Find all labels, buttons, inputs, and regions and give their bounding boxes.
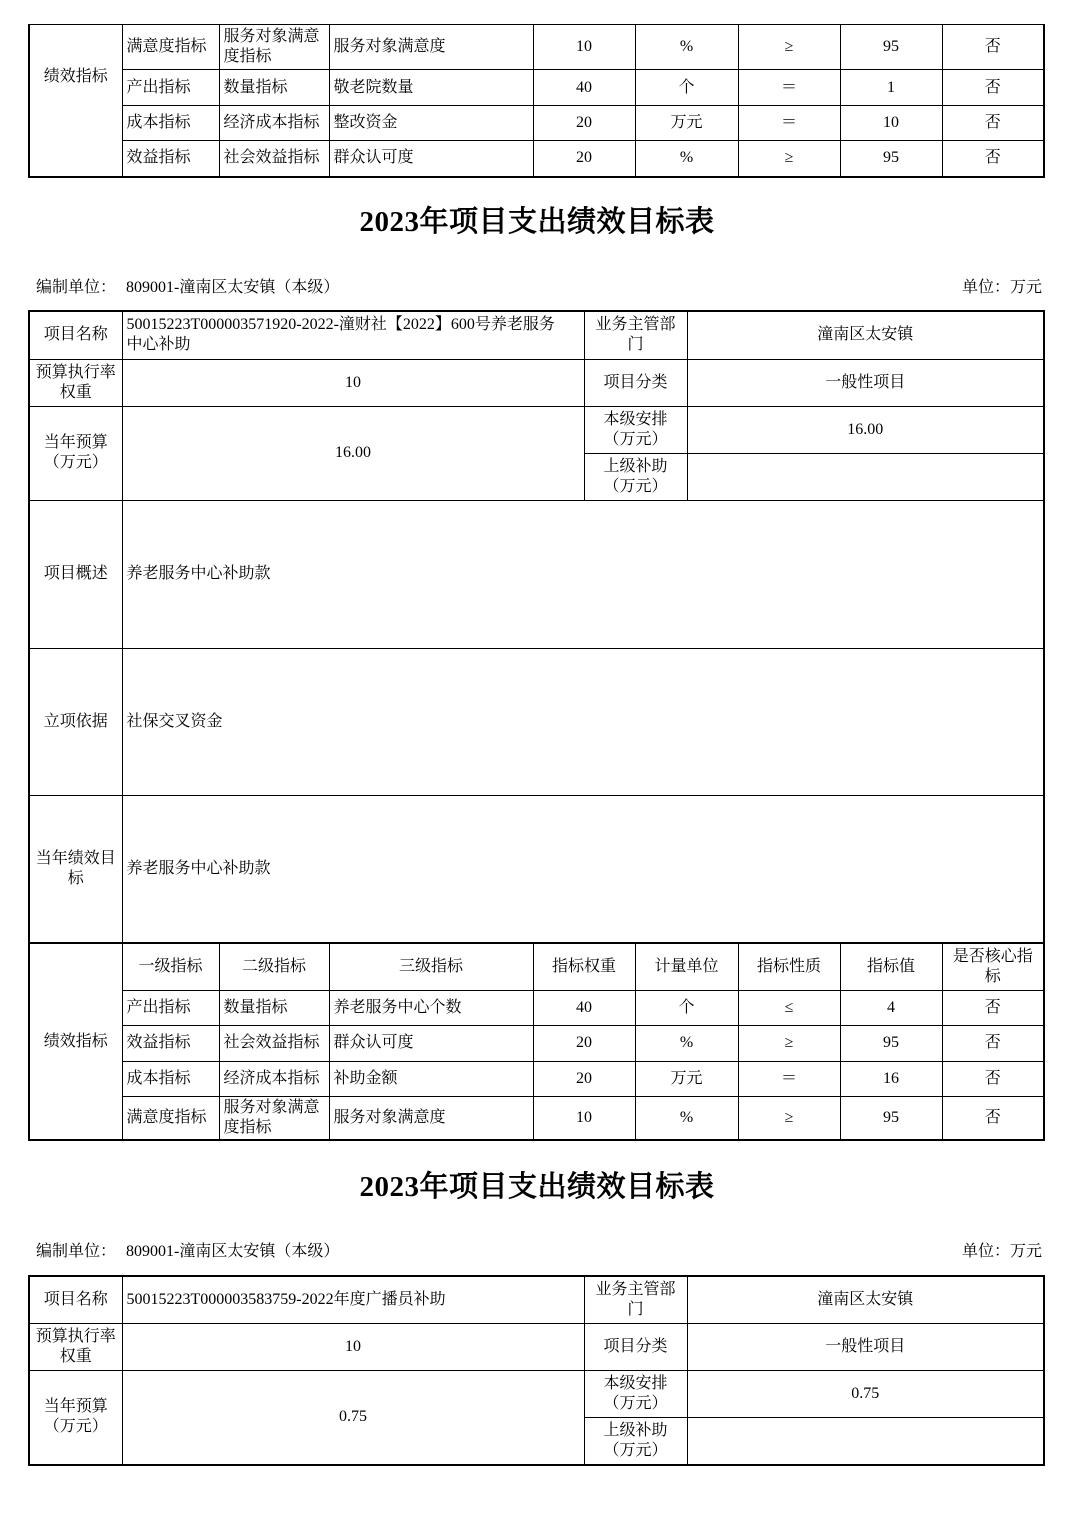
indicator-nature-cell: ＝ (738, 1061, 840, 1096)
overview-label: 项目概述 (29, 500, 122, 648)
level3-indicator-cell: 服务对象满意度 (329, 1096, 533, 1140)
level2-indicator-cell: 数量指标 (219, 990, 329, 1025)
level3-indicator-cell: 服务对象满意度 (329, 25, 533, 70)
indicator-row (29, 1025, 1044, 1061)
org-label: 编制单位： (36, 1243, 117, 1260)
indicator-nature-cell: ≥ (738, 1096, 840, 1140)
superior-subsidy-label: 上级补助（万元） (584, 1417, 687, 1465)
local-arrangement-value: 16.00 (687, 406, 1044, 453)
budget-total-value: 0.75 (122, 1370, 584, 1465)
header-level3: 三级指标 (329, 943, 533, 990)
measure-unit-cell: % (635, 1025, 738, 1061)
level2-indicator-cell: 数量指标 (219, 70, 329, 106)
measure-unit-cell: % (635, 25, 738, 70)
overview-row (29, 500, 1044, 648)
category-label: 项目分类 (584, 359, 687, 406)
core-indicator-cell: 否 (942, 70, 1044, 106)
category-label: 项目分类 (584, 1323, 687, 1370)
measure-unit-cell: 个 (635, 990, 738, 1025)
indicator-value-cell: 10 (840, 106, 942, 141)
basis-value: 社保交叉资金 (122, 648, 1044, 795)
performance-indicator-table (28, 942, 1045, 1141)
level1-indicator-cell: 产出指标 (122, 70, 219, 106)
category-value: 一般性项目 (687, 1323, 1044, 1370)
project-name-value: 50015223T000003583759-2022年度广播员补助 (122, 1276, 584, 1323)
indicator-row (29, 1061, 1044, 1096)
category-value: 一般性项目 (687, 359, 1044, 406)
level1-indicator-cell: 产出指标 (122, 990, 219, 1025)
indicator-weight-cell: 20 (533, 1025, 635, 1061)
level3-indicator-cell: 群众认可度 (329, 141, 533, 177)
budget-total-value: 16.00 (122, 406, 584, 500)
core-indicator-cell: 否 (942, 141, 1044, 177)
header-core: 是否核心指标 (942, 943, 1044, 990)
project-name-value: 50015223T000003571920-2022-潼财社【2022】600号养老服务中心补助 (122, 311, 584, 359)
superior-subsidy-value (687, 1417, 1044, 1465)
indicator-nature-cell: ≥ (738, 1025, 840, 1061)
measure-unit-cell: % (635, 141, 738, 177)
annual-goal-value: 养老服务中心补助款 (122, 795, 1044, 943)
indicator-weight-cell: 10 (533, 1096, 635, 1140)
indicator-row (29, 106, 1044, 141)
indicator-row (29, 1096, 1044, 1140)
header-weight: 指标权重 (533, 943, 635, 990)
org-value: 809001-潼南区太安镇（本级） (126, 279, 340, 296)
exec-weight-value: 10 (122, 359, 584, 406)
indicator-value-cell: 95 (840, 1096, 942, 1140)
indicator-value-cell: 95 (840, 141, 942, 177)
level1-indicator-cell: 满意度指标 (122, 25, 219, 70)
indicator-row (29, 141, 1044, 177)
form-title: 2023年项目支出绩效目标表 (359, 1171, 715, 1203)
indicator-nature-cell: ＝ (738, 106, 840, 141)
level1-indicator-cell: 成本指标 (122, 106, 219, 141)
level1-indicator-cell: 效益指标 (122, 1025, 219, 1061)
indicator-value-cell: 1 (840, 70, 942, 106)
project-name-row (29, 1276, 1044, 1323)
indicator-weight-cell: 20 (533, 1061, 635, 1096)
overview-value: 养老服务中心补助款 (122, 500, 1044, 648)
form-title: 2023年项目支出绩效目标表 (359, 206, 715, 238)
basis-label: 立项依据 (29, 648, 122, 795)
measure-unit-cell: 万元 (635, 106, 738, 141)
level3-indicator-cell: 敬老院数量 (329, 70, 533, 106)
form-meta-row (0, 1242, 1074, 1262)
indicator-nature-cell: ≥ (738, 25, 840, 70)
org-value: 809001-潼南区太安镇（本级） (126, 1243, 340, 1260)
unit-note: 单位：万元 (961, 1243, 1042, 1260)
level2-indicator-cell: 经济成本指标 (219, 106, 329, 141)
local-arrangement-label: 本级安排（万元） (584, 1370, 687, 1417)
indicator-nature-cell: ≤ (738, 990, 840, 1025)
core-indicator-cell: 否 (942, 1096, 1044, 1140)
measure-unit-cell: 万元 (635, 1061, 738, 1096)
budget-row (29, 1370, 1044, 1417)
level3-indicator-cell: 养老服务中心个数 (329, 990, 533, 1025)
indicator-row (29, 70, 1044, 106)
indicator-nature-cell: ≥ (738, 141, 840, 177)
core-indicator-cell: 否 (942, 106, 1044, 141)
level2-indicator-cell: 服务对象满意度指标 (219, 25, 329, 70)
indicator-value-cell: 95 (840, 1025, 942, 1061)
exec-weight-label: 预算执行率权重 (29, 1323, 122, 1370)
core-indicator-cell: 否 (942, 1025, 1044, 1061)
level2-indicator-cell: 经济成本指标 (219, 1061, 329, 1096)
indicator-weight-cell: 10 (533, 25, 635, 70)
department-label: 业务主管部门 (584, 1276, 687, 1323)
superior-subsidy-label: 上级补助（万元） (584, 453, 687, 500)
project-basic-table (28, 310, 1045, 944)
project-basic-table (28, 1275, 1045, 1466)
measure-unit-cell: % (635, 1096, 738, 1140)
project-name-label: 项目名称 (29, 1276, 122, 1323)
core-indicator-cell: 否 (942, 25, 1044, 70)
level1-indicator-cell: 成本指标 (122, 1061, 219, 1096)
indicator-row (29, 25, 1044, 70)
core-indicator-cell: 否 (942, 1061, 1044, 1096)
header-nature: 指标性质 (738, 943, 840, 990)
indicator-weight-cell: 20 (533, 106, 635, 141)
exec-weight-label: 预算执行率权重 (29, 359, 122, 406)
org-label: 编制单位： (36, 279, 117, 296)
header-level2: 二级指标 (219, 943, 329, 990)
department-value: 潼南区太安镇 (687, 1276, 1044, 1323)
local-arrangement-value: 0.75 (687, 1370, 1044, 1417)
header-value: 指标值 (840, 943, 942, 990)
indicator-weight-cell: 20 (533, 141, 635, 177)
indicator-section-label: 绩效指标 (29, 943, 122, 1140)
project-name-row (29, 311, 1044, 359)
level2-indicator-cell: 服务对象满意度指标 (219, 1096, 329, 1140)
local-arrangement-label: 本级安排（万元） (584, 406, 687, 453)
exec-weight-row (29, 359, 1044, 406)
level1-indicator-cell: 满意度指标 (122, 1096, 219, 1140)
level1-indicator-cell: 效益指标 (122, 141, 219, 177)
indicator-section-label: 绩效指标 (29, 25, 122, 177)
level2-indicator-cell: 社会效益指标 (219, 141, 329, 177)
project-name-label: 项目名称 (29, 311, 122, 359)
indicator-value-cell: 95 (840, 25, 942, 70)
exec-weight-value: 10 (122, 1323, 584, 1370)
level3-indicator-cell: 整改资金 (329, 106, 533, 141)
indicator-weight-cell: 40 (533, 70, 635, 106)
indicator-value-cell: 16 (840, 1061, 942, 1096)
level2-indicator-cell: 社会效益指标 (219, 1025, 329, 1061)
indicator-nature-cell: ＝ (738, 70, 840, 106)
basis-row (29, 648, 1044, 795)
header-level1: 一级指标 (122, 943, 219, 990)
unit-note: 单位：万元 (961, 279, 1042, 296)
annual-goal-label: 当年绩效目标 (29, 795, 122, 943)
form-meta-row (0, 278, 1074, 298)
level3-indicator-cell: 补助金额 (329, 1061, 533, 1096)
annual-goal-row (29, 795, 1044, 943)
core-indicator-cell: 否 (942, 990, 1044, 1025)
budget-row (29, 406, 1044, 453)
exec-weight-row (29, 1323, 1044, 1370)
header-unit: 计量单位 (635, 943, 738, 990)
indicator-value-cell: 4 (840, 990, 942, 1025)
budget-label: 当年预算（万元） (29, 1370, 122, 1465)
department-value: 潼南区太安镇 (687, 311, 1044, 359)
indicator-weight-cell: 40 (533, 990, 635, 1025)
measure-unit-cell: 个 (635, 70, 738, 106)
continued-indicator-table (28, 24, 1045, 178)
department-label: 业务主管部门 (584, 311, 687, 359)
budget-label: 当年预算（万元） (29, 406, 122, 500)
indicator-row (29, 990, 1044, 1025)
superior-subsidy-value (687, 453, 1044, 500)
indicator-header-row (29, 943, 1044, 990)
level3-indicator-cell: 群众认可度 (329, 1025, 533, 1061)
